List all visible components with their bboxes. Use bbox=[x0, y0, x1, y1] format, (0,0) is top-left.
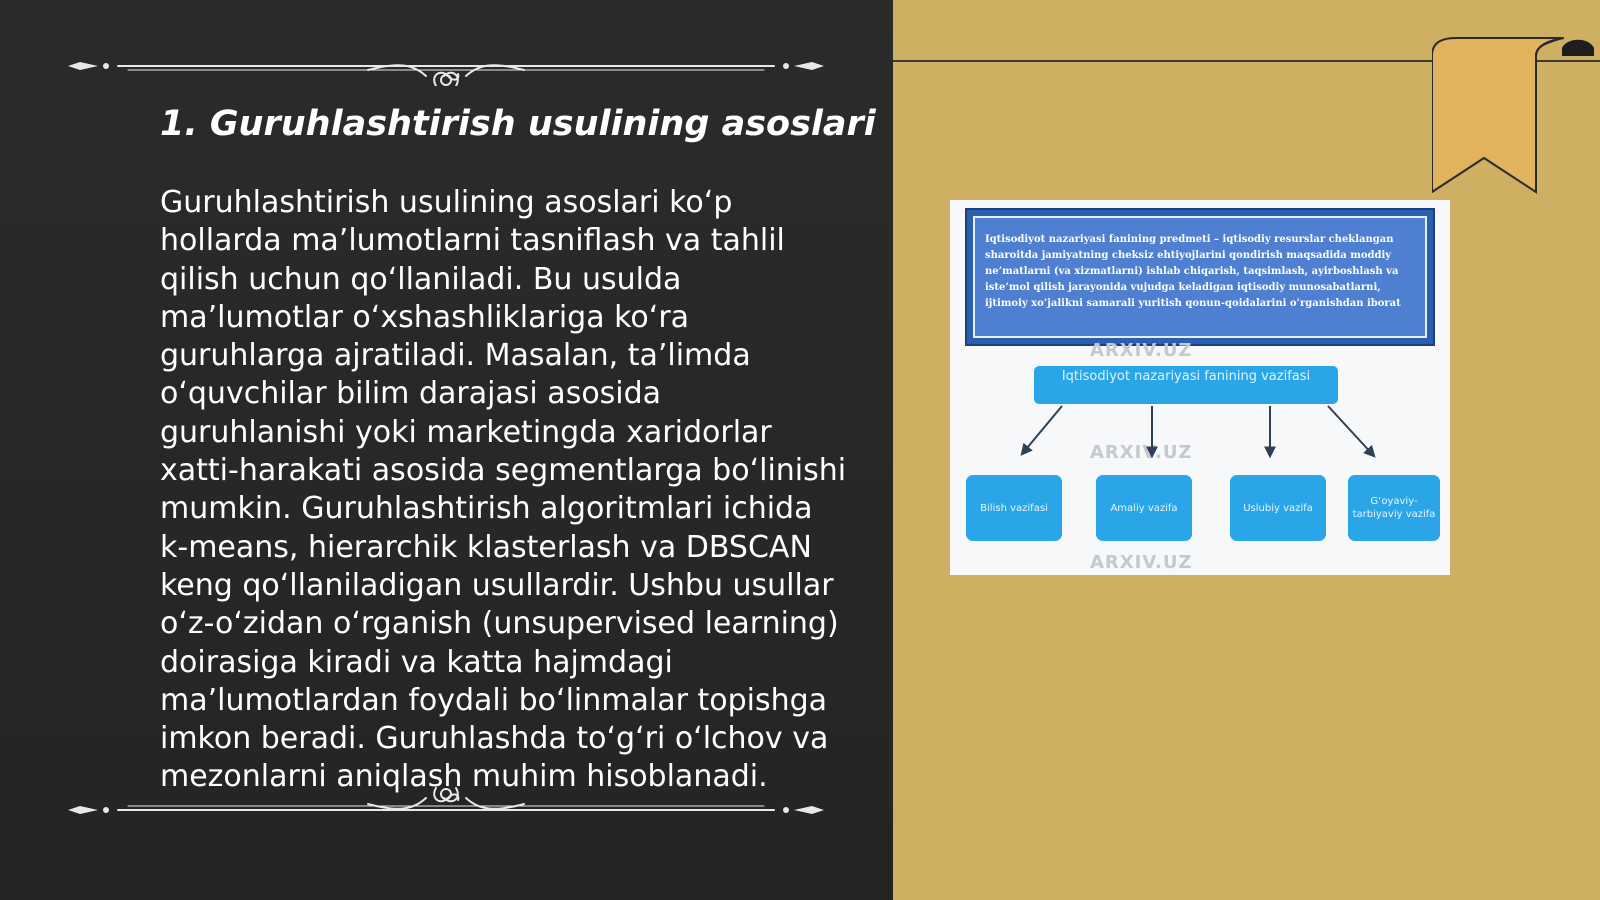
diagram-image bbox=[950, 200, 1450, 575]
watermark-3: ARXIV.UZ bbox=[1090, 552, 1193, 573]
diagram-box-3: Uslubiy vazifa bbox=[1230, 475, 1326, 541]
bookmark-ribbon-icon bbox=[1432, 36, 1600, 200]
slide-body-text: Guruhlashtirish usulining asoslari ko‘p hollarda ma’lumotlarni tasniflash va tahlil qilish uchun qo‘llaniladi. Bu usulda ma’lumotlar o‘xshashliklariga ko‘ra guruhlarga ajratiladi. Masalan, ta’limda o‘quvchilar bilim darajasi asosida guruhlanishi yoki marketingda xaridorlar xatti-harakati asosida segmentlarga bo‘linishi mumkin. Guruhlashtirish algoritmlari ichida k-means, hierarchik klasterlash va DBSCAN keng qo‘llaniladigan usullardir. Ushbu usullar o‘z-o‘zidan o‘rganish (unsupervised learning) doirasiga kiradi va katta hajmdagi ma’lumotlardan foydali bo‘linmalar topishga imkon beradi. Guruhlashda to‘g‘ri o‘lchov va mezonlarni aniqlash muhim hisoblanadi. bbox=[160, 185, 847, 795]
watermark-2: ARXIV.UZ bbox=[1090, 442, 1193, 463]
watermark-1: ARXIV.UZ bbox=[1090, 340, 1193, 361]
ornamental-divider-bottom-icon bbox=[68, 784, 824, 824]
diagram-box-4: G‘oyaviy-tarbiyaviy vazifa bbox=[1348, 475, 1440, 541]
ornamental-divider-top-icon bbox=[68, 46, 824, 86]
diagram-box-1: Bilish vazifasi bbox=[966, 475, 1062, 541]
slide-title: 1. Guruhlashtirish usulining asoslari bbox=[160, 104, 876, 144]
diagram-header-text: Iqtisodiyot nazariyasi fanining predmeti – iqtisodiy resurslar cheklangan sharoitda jamiyatning cheksiz ehtiyojlarini qondirish maqsadida moddiy ne’matlarni (va xizmatlarni) ishlab chiqarish, taqsimlash, ayirboshlash va iste’mol qilish jarayonida vujudga keladigan iqtisodiy munosabatlarni, ijtimoiy xo’jalikni samarali yuritish qonun-qoidalarini o’rganishdan iborat bbox=[985, 234, 1401, 309]
diagram-box-2: Amaliy vazifa bbox=[1096, 475, 1192, 541]
diagram-center-box: Iqtisodiyot nazariyasi fanining vazifasi bbox=[1034, 366, 1338, 404]
